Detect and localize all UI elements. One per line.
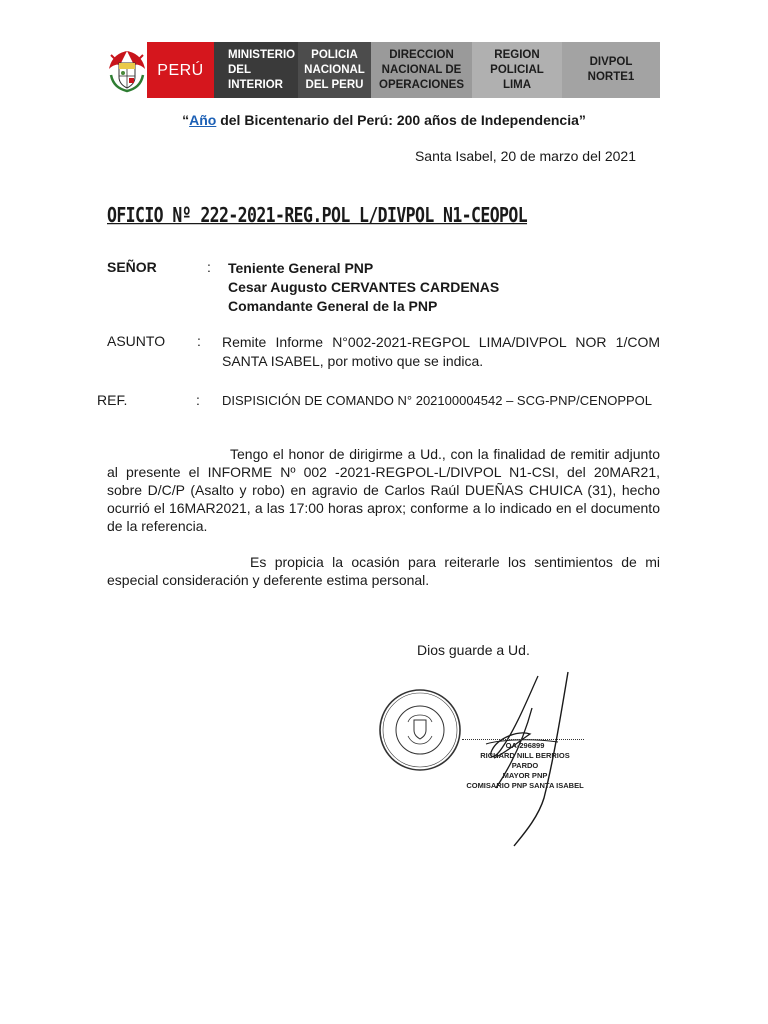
direccion-label: DIRECCION NACIONAL DE OPERACIONES [371, 42, 472, 98]
signature-line [462, 739, 584, 740]
region-label: REGION POLICIAL LIMA [472, 42, 562, 98]
asunto-label: ASUNTO [107, 333, 166, 349]
year-motto [0, 112, 768, 128]
officer-stamp [466, 741, 584, 791]
peru-coat-of-arms-logo [107, 42, 147, 98]
motto-open-quote: “ [182, 112, 190, 128]
recipient-block [228, 259, 499, 316]
policia-label: POLICIA NACIONAL DEL PERU [298, 42, 371, 98]
ref-colon: : [196, 392, 200, 408]
asunto-colon: : [197, 333, 201, 349]
motto-rest: del Bicentenario del Perú: 200 años de Independencia” [216, 112, 586, 128]
closing-line: Dios guarde a Ud. [417, 642, 530, 658]
stamp-name: RICHARD NILL BERRIOS PARDO [480, 751, 570, 770]
ref-text: DISPISICIÓN DE COMANDO N° 202100004542 – SCG-PNP/CENOPPOL [222, 393, 653, 408]
peru-label: PERÚ [147, 42, 214, 98]
letter-date: Santa Isabel, 20 de marzo del 2021 [414, 148, 636, 164]
motto-link-word[interactable]: Año [189, 112, 217, 128]
body-paragraph-2: Es propicia la ocasión para reiterarle los sentimientos de mi especial consideración y deferente estima personal. [107, 554, 660, 588]
institutional-header [107, 42, 660, 98]
stamp-rank: MAYOR PNP [502, 771, 548, 780]
police-seal-stamp [378, 688, 462, 772]
divpol-label: DIVPOL NORTE1 [562, 42, 660, 98]
recipient-rank: Teniente General PNP [228, 260, 374, 276]
body-paragraph-1: Tengo el honor de dirigirme a Ud., con la finalidad de remitir adjunto al presente el INFORME Nº 002 -2021-REGPOL-L/DIVPOL N1-CSI, del 20MAR21, sobre D/C/P (Asalto y robo) en agravio de Carlos Raúl DUEÑAS CHUICA (31), hecho ocurrió el 16MAR2021, a las 17:00 horas aprox; conforme a lo indicado en el documento de la referencia. [107, 446, 660, 534]
oficio-number: OFICIO Nº 222-2021-REG.POL L/DIVPOL N1-CEOPOL [107, 203, 528, 227]
coat-of-arms-icon [107, 45, 147, 95]
ministerio-label: MINISTERIO DEL INTERIOR [214, 42, 298, 98]
stamp-code: OA-296899 [505, 741, 545, 750]
senor-label: SEÑOR [107, 259, 157, 275]
asunto-text: Remite Informe N°002-2021-REGPOL LIMA/DIVPOL NOR 1/COM SANTA ISABEL, por motivo que se indica. [222, 334, 660, 369]
ref-label: REF. [97, 392, 128, 408]
senor-colon: : [207, 259, 211, 275]
stamp-position: COMISARIO PNP SANTA ISABEL [466, 781, 584, 790]
recipient-position: Comandante General de la PNP [228, 298, 438, 314]
recipient-name: Cesar Augusto CERVANTES CARDENAS [228, 279, 500, 295]
